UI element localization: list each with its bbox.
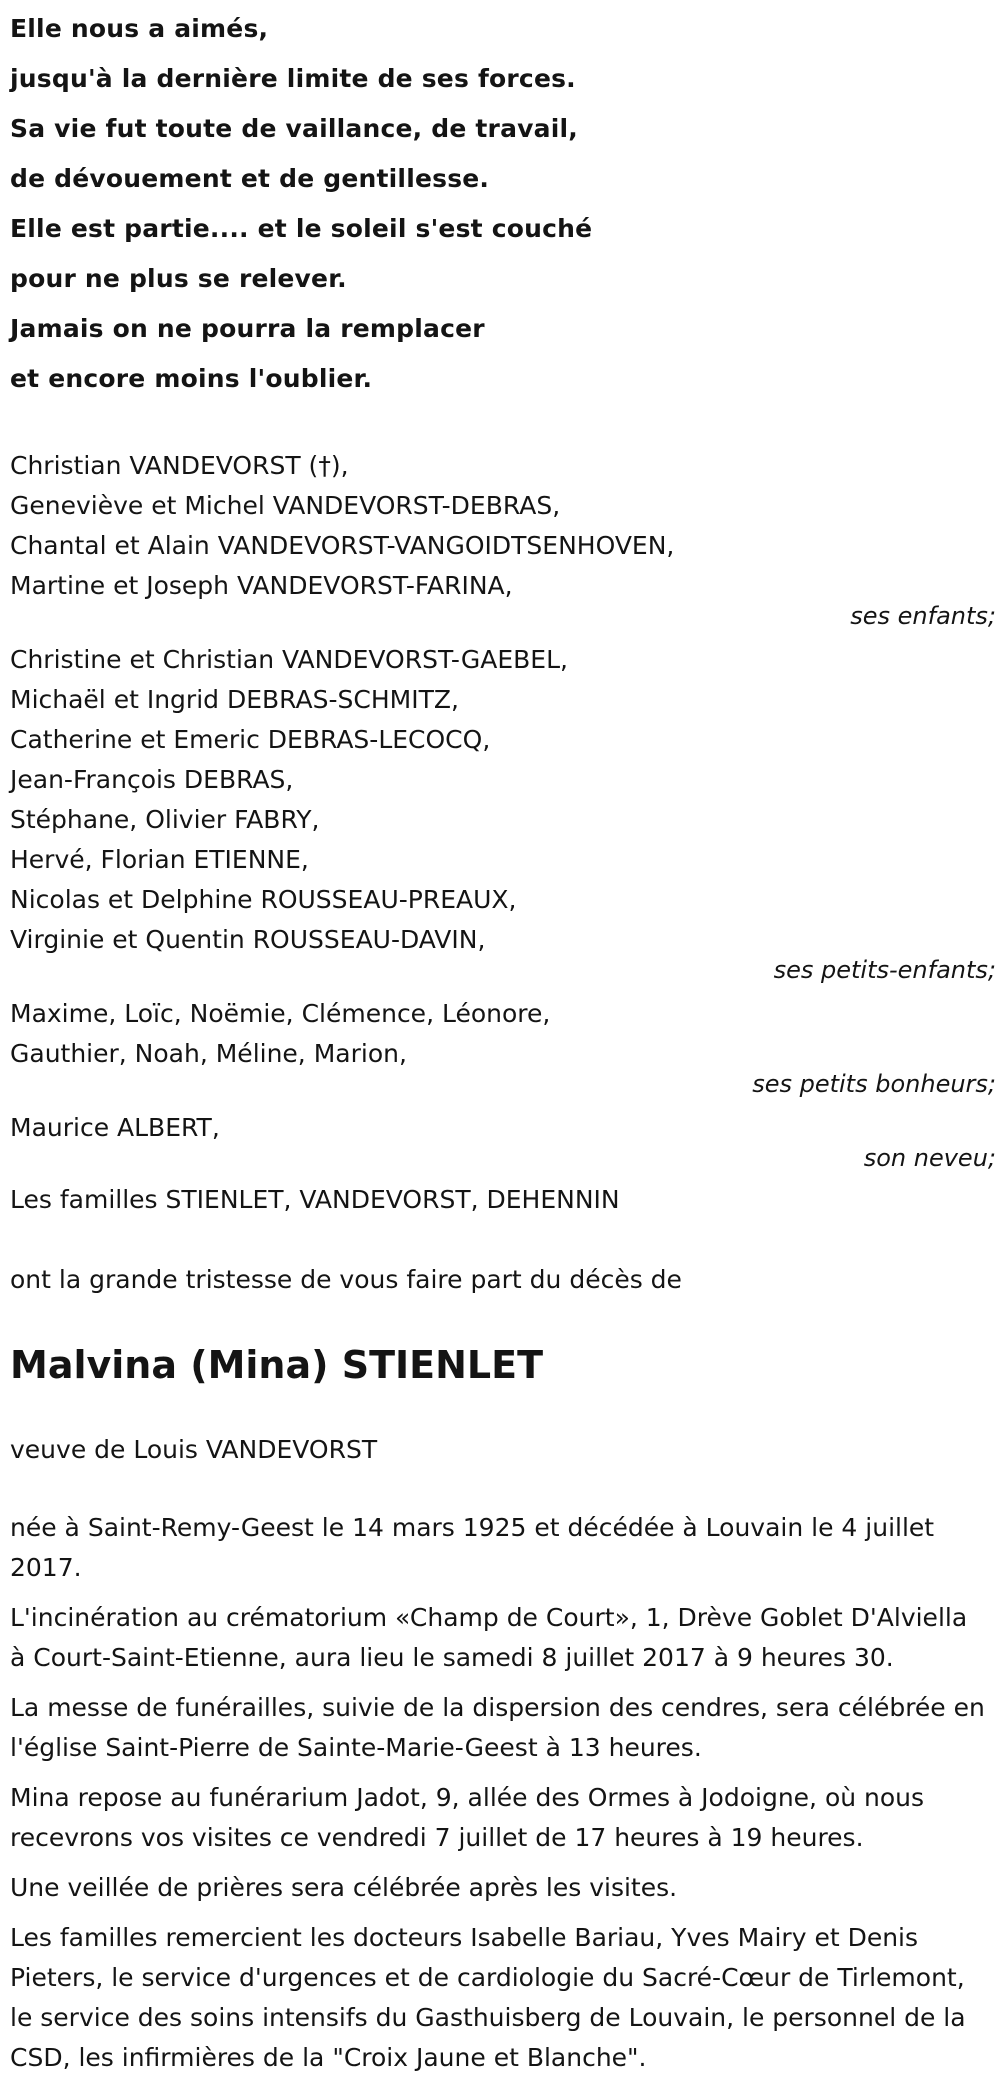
family-member: Jean-François DEBRAS, bbox=[10, 765, 294, 794]
poem-line: Elle est partie.... et le soleil s'est couché bbox=[10, 214, 593, 243]
family-group-nephew bbox=[10, 1108, 996, 1170]
detail-paragraph: née à Saint-Remy-Geest le 14 mars 1925 et décédée à Louvain le 4 juillet 2017. bbox=[10, 1513, 935, 1582]
poem bbox=[10, 0, 996, 404]
announcement: ont la grande tristesse de vous faire part du décès de bbox=[10, 1265, 682, 1294]
family-group-great-grandchildren bbox=[10, 994, 996, 1096]
families-line: Les familles STIENLET, VANDEVORST, DEHENNIN bbox=[10, 1185, 620, 1214]
relationship-label: ses petits bonheurs; bbox=[752, 1070, 996, 1098]
poem-line: Sa vie fut toute de vaillance, de travail, bbox=[10, 114, 578, 143]
family-member: Christine et Christian VANDEVORST-GAEBEL, bbox=[10, 645, 568, 674]
family-member: Virginie et Quentin ROUSSEAU-DAVIN, bbox=[10, 925, 486, 954]
poem-line: pour ne plus se relever. bbox=[10, 264, 347, 293]
family-member: Geneviève et Michel VANDEVORST-DEBRAS, bbox=[10, 491, 561, 520]
poem-line: et encore moins l'oublier. bbox=[10, 364, 373, 393]
detail-paragraph: Mina repose au funérarium Jadot, 9, allée des Ormes à Jodoigne, où nous recevrons vos visites ce vendredi 7 juillet de 17 heures à 19 heures. bbox=[10, 1783, 925, 1852]
family-member: Christian VANDEVORST (†), bbox=[10, 451, 349, 480]
family-group-children bbox=[10, 446, 996, 628]
poem-line: jusqu'à la dernière limite de ses forces. bbox=[10, 64, 576, 93]
relationship-label: ses petits-enfants; bbox=[773, 956, 996, 984]
relationship-label: ses enfants; bbox=[850, 602, 996, 630]
poem-line: Elle nous a aimés, bbox=[10, 14, 269, 43]
poem-line: de dévouement et de gentillesse. bbox=[10, 164, 490, 193]
family-member: Gauthier, Noah, Méline, Marion, bbox=[10, 1039, 407, 1068]
poem-line: Jamais on ne pourra la remplacer bbox=[10, 314, 485, 343]
family-member: Maurice ALBERT, bbox=[10, 1113, 220, 1142]
relationship-label: son neveu; bbox=[863, 1144, 996, 1172]
details bbox=[10, 1508, 996, 2078]
detail-paragraph: Les familles remercient les docteurs Isabelle Bariau, Yves Mairy et Denis Pieters, le service d'urgences et de cardiologie du Sacré-Cœur de Tirlemont, le service des soins intensifs du Gasthuisberg de Louvain, le personnel de la CSD, les infirmières de la "Croix Jaune et Blanche". bbox=[10, 1923, 966, 2072]
detail-paragraph: L'incinération au crématorium «Champ de Court», 1, Drève Goblet D'Alviella à Court-Saint-Etienne, aura lieu le samedi 8 juillet 2017 à 9 heures 30. bbox=[10, 1603, 968, 1672]
detail-paragraph: Une veillée de prières sera célébrée après les visites. bbox=[10, 1873, 678, 1902]
obituary-notice bbox=[10, 0, 996, 2088]
family-list bbox=[10, 446, 996, 1220]
family-member: Hervé, Florian ETIENNE, bbox=[10, 845, 309, 874]
family-member: Martine et Joseph VANDEVORST-FARINA, bbox=[10, 571, 513, 600]
family-member: Maxime, Loïc, Noëmie, Clémence, Léonore, bbox=[10, 999, 551, 1028]
family-member: Chantal et Alain VANDEVORST-VANGOIDTSENHOVEN, bbox=[10, 531, 675, 560]
widow-of: veuve de Louis VANDEVORST bbox=[10, 1435, 378, 1464]
deceased-name: Malvina (Mina) STIENLET bbox=[10, 1343, 543, 1387]
family-member: Catherine et Emeric DEBRAS-LECOCQ, bbox=[10, 725, 491, 754]
family-group-grandchildren bbox=[10, 640, 996, 982]
family-member: Nicolas et Delphine ROUSSEAU-PREAUX, bbox=[10, 885, 517, 914]
detail-paragraph: La messe de funérailles, suivie de la dispersion des cendres, sera célébrée en l'église Saint-Pierre de Sainte-Marie-Geest à 13 heures. bbox=[10, 1693, 985, 1762]
family-member: Stéphane, Olivier FABRY, bbox=[10, 805, 320, 834]
family-member: Michaël et Ingrid DEBRAS-SCHMITZ, bbox=[10, 685, 459, 714]
